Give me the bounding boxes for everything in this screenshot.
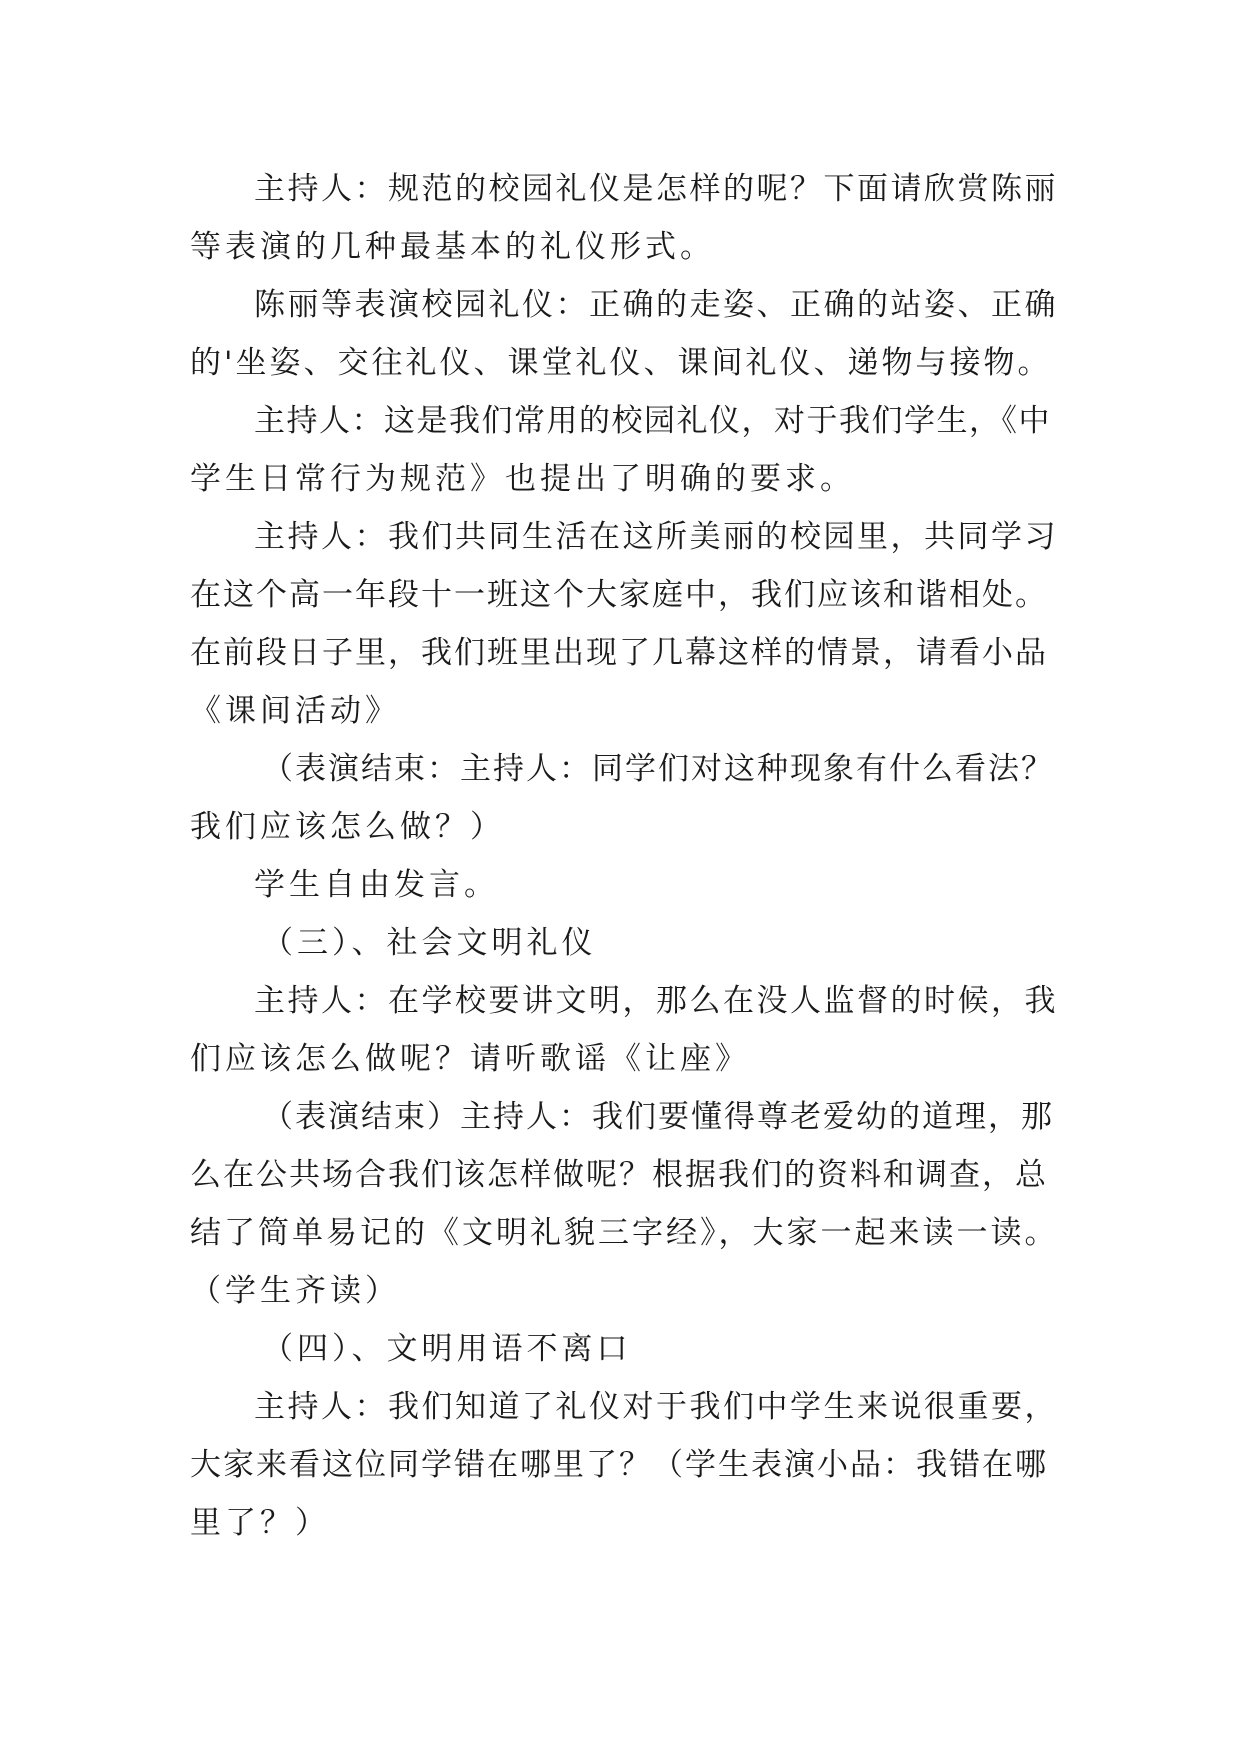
- text-line: 陈丽等表演校园礼仪：正确的走姿、正确的站姿、正确: [254, 287, 1058, 323]
- text-line: 在这个高一年段十一班这个大家庭中，我们应该和谐相处。: [190, 577, 1048, 613]
- text-line: 我们应该怎么做？）: [190, 809, 505, 845]
- document-body: [190, 160, 1060, 1552]
- text-line: （学生齐读）: [190, 1273, 400, 1309]
- text-line: 在前段日子里，我们班里出现了几幕这样的情景，请看小品: [190, 635, 1048, 671]
- text-line: 么在公共场合我们该怎样做呢？根据我们的资料和调查，总: [190, 1157, 1048, 1193]
- text-line: （表演结束：主持人：同学们对这种现象有什么看法？: [262, 751, 1054, 787]
- text-line: 里了？）: [190, 1505, 330, 1541]
- text-line: 的'坐姿、交往礼仪、课堂礼仪、课间礼仪、递物与接物。: [190, 345, 1052, 381]
- text-line: 主持人：我们共同生活在这所美丽的校园里，共同学习: [254, 519, 1058, 555]
- section-heading: （四）、文明用语不离口: [262, 1331, 632, 1367]
- text-line: 结了简单易记的《文明礼貌三字经》，大家一起来读一读。: [190, 1215, 1059, 1251]
- text-line: 主持人：我们知道了礼仪对于我们中学生来说很重要，: [254, 1389, 1058, 1425]
- section-heading: （三）、社会文明礼仪: [262, 925, 597, 961]
- text-line: 主持人：这是我们常用的校园礼仪，对于我们学生，《中: [254, 403, 1051, 439]
- text-line: 们应该怎么做呢？请听歌谣《让座》: [190, 1041, 750, 1077]
- text-line: 主持人：在学校要讲文明，那么在没人监督的时候，我: [254, 983, 1058, 1019]
- text-line: 学生日常行为规范》也提出了明确的要求。: [190, 461, 855, 497]
- text-line: 《课间活动》: [190, 693, 400, 729]
- text-line: 主持人：规范的校园礼仪是怎样的呢？下面请欣赏陈丽: [254, 171, 1058, 207]
- text-line: 大家来看这位同学错在哪里了？（学生表演小品：我错在哪: [190, 1447, 1048, 1483]
- text-line: （表演结束）主持人：我们要懂得尊老爱幼的道理，那: [262, 1099, 1054, 1135]
- text-line: 学生自由发言。: [254, 867, 499, 903]
- text-line: 等表演的几种最基本的礼仪形式。: [190, 229, 715, 265]
